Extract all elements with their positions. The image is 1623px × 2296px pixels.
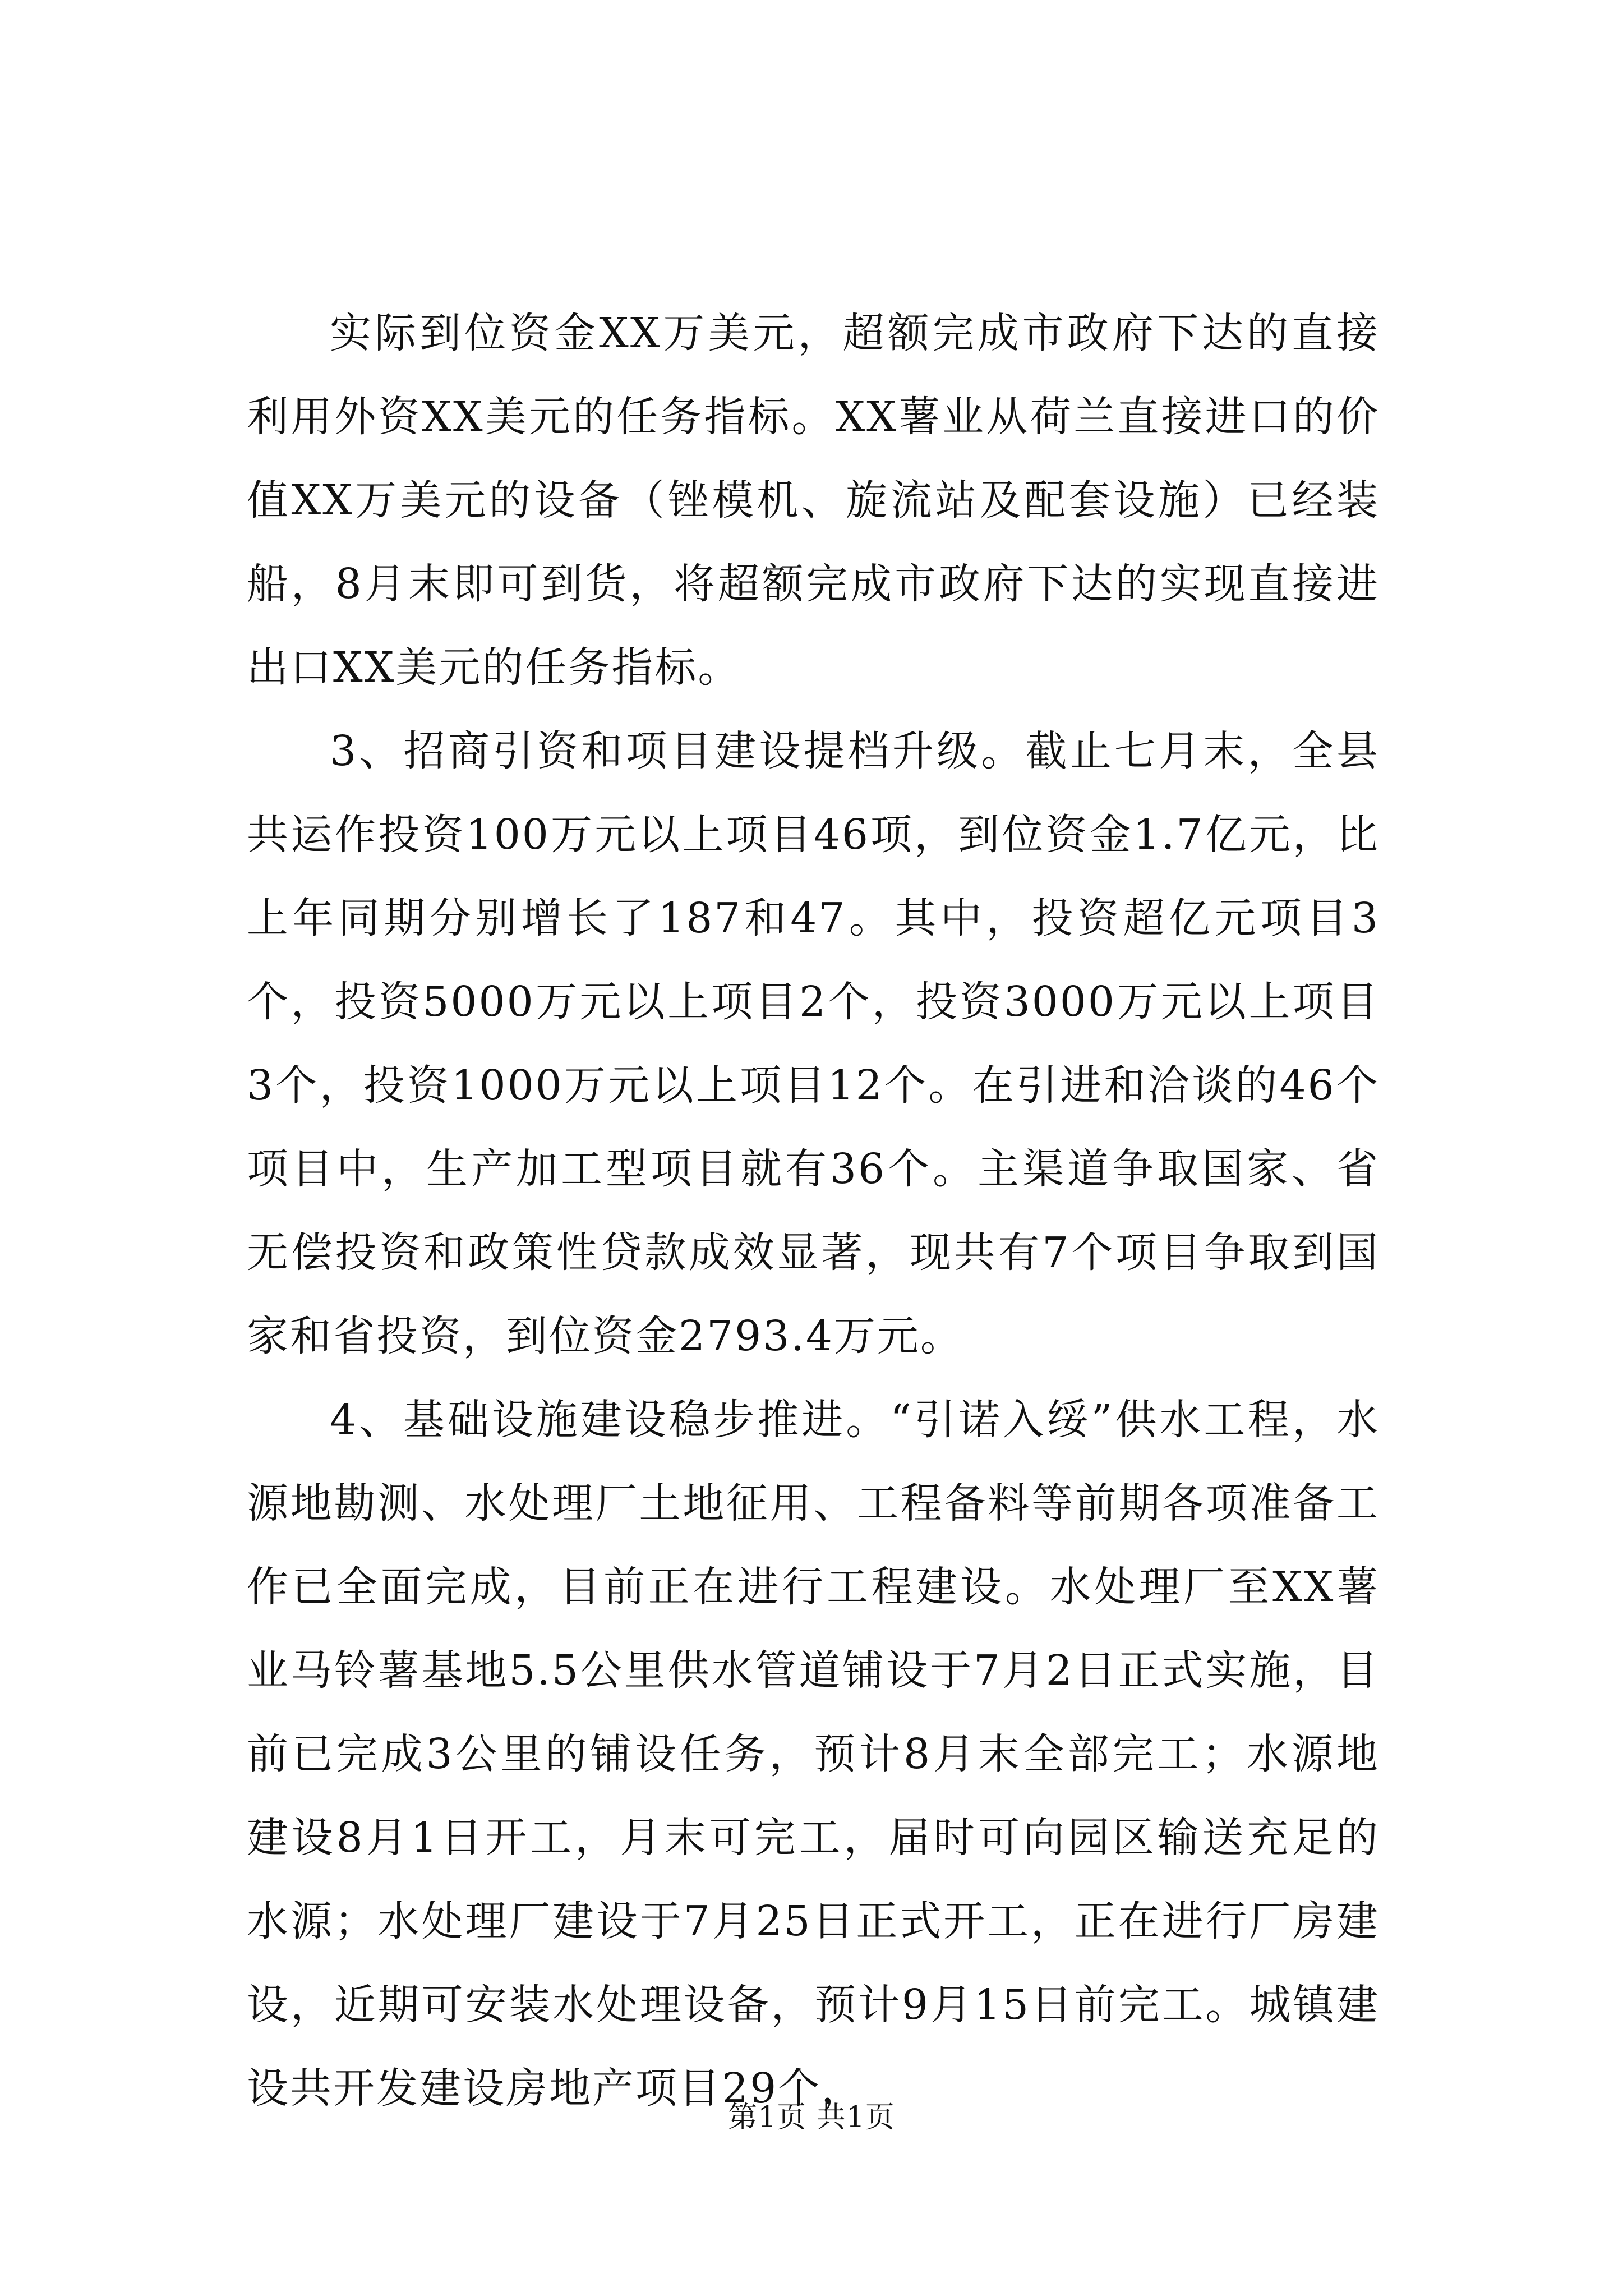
- paragraph-foreign-investment: 实际到位资金XX万美元，超额完成市政府下达的直接利用外资XX美元的任务指标。XX薯业从荷兰直接进口的价值XX万美元的设备（锉模机、旋流站及配套设施）已经装船，8月末即可到货，将超额完成市政府下达的实现直接进出口XX美元的任务指标。: [247, 309, 1380, 692]
- document-body: [247, 292, 1380, 2131]
- page-number-footer: 第1页 共1页: [728, 2101, 895, 2134]
- paragraph-infrastructure: 4、基础设施建设稳步推进。“引诺入绥”供水工程，水源地勘测、水处理厂土地征用、工程备料等前期各项准备工作已全面完成，目前正在进行工程建设。水处理厂至XX薯业马铃薯基地5.5公里供水管道铺设于7月2日正式实施，目前已完成3公里的铺设任务，预计8月末全部完工；水源地建设8月1日开工，月末可完工，届时可向园区输送充足的水源；水处理厂建设于7月25日正式开工，正在进行厂房建设，近期可安装水处理设备，预计9月15日前完工。城镇建设共开发建设房地产项目29个，: [247, 1396, 1380, 2113]
- paragraph-investment-projects: 3、招商引资和项目建设提档升级。截止七月末，全县共运作投资100万元以上项目46项，到位资金1.7亿元，比上年同期分别增长了187和47。其中，投资超亿元项目3个，投资5000万元以上项目2个，投资3000万元以上项目3个，投资1000万元以上项目12个。在引进和洽谈的46个项目中，生产加工型项目就有36个。主渠道争取国家、省无偿投资和政策性贷款成效显著，现共有7个项目争取到国家和省投资，到位资金2793.4万元。: [247, 727, 1380, 1360]
